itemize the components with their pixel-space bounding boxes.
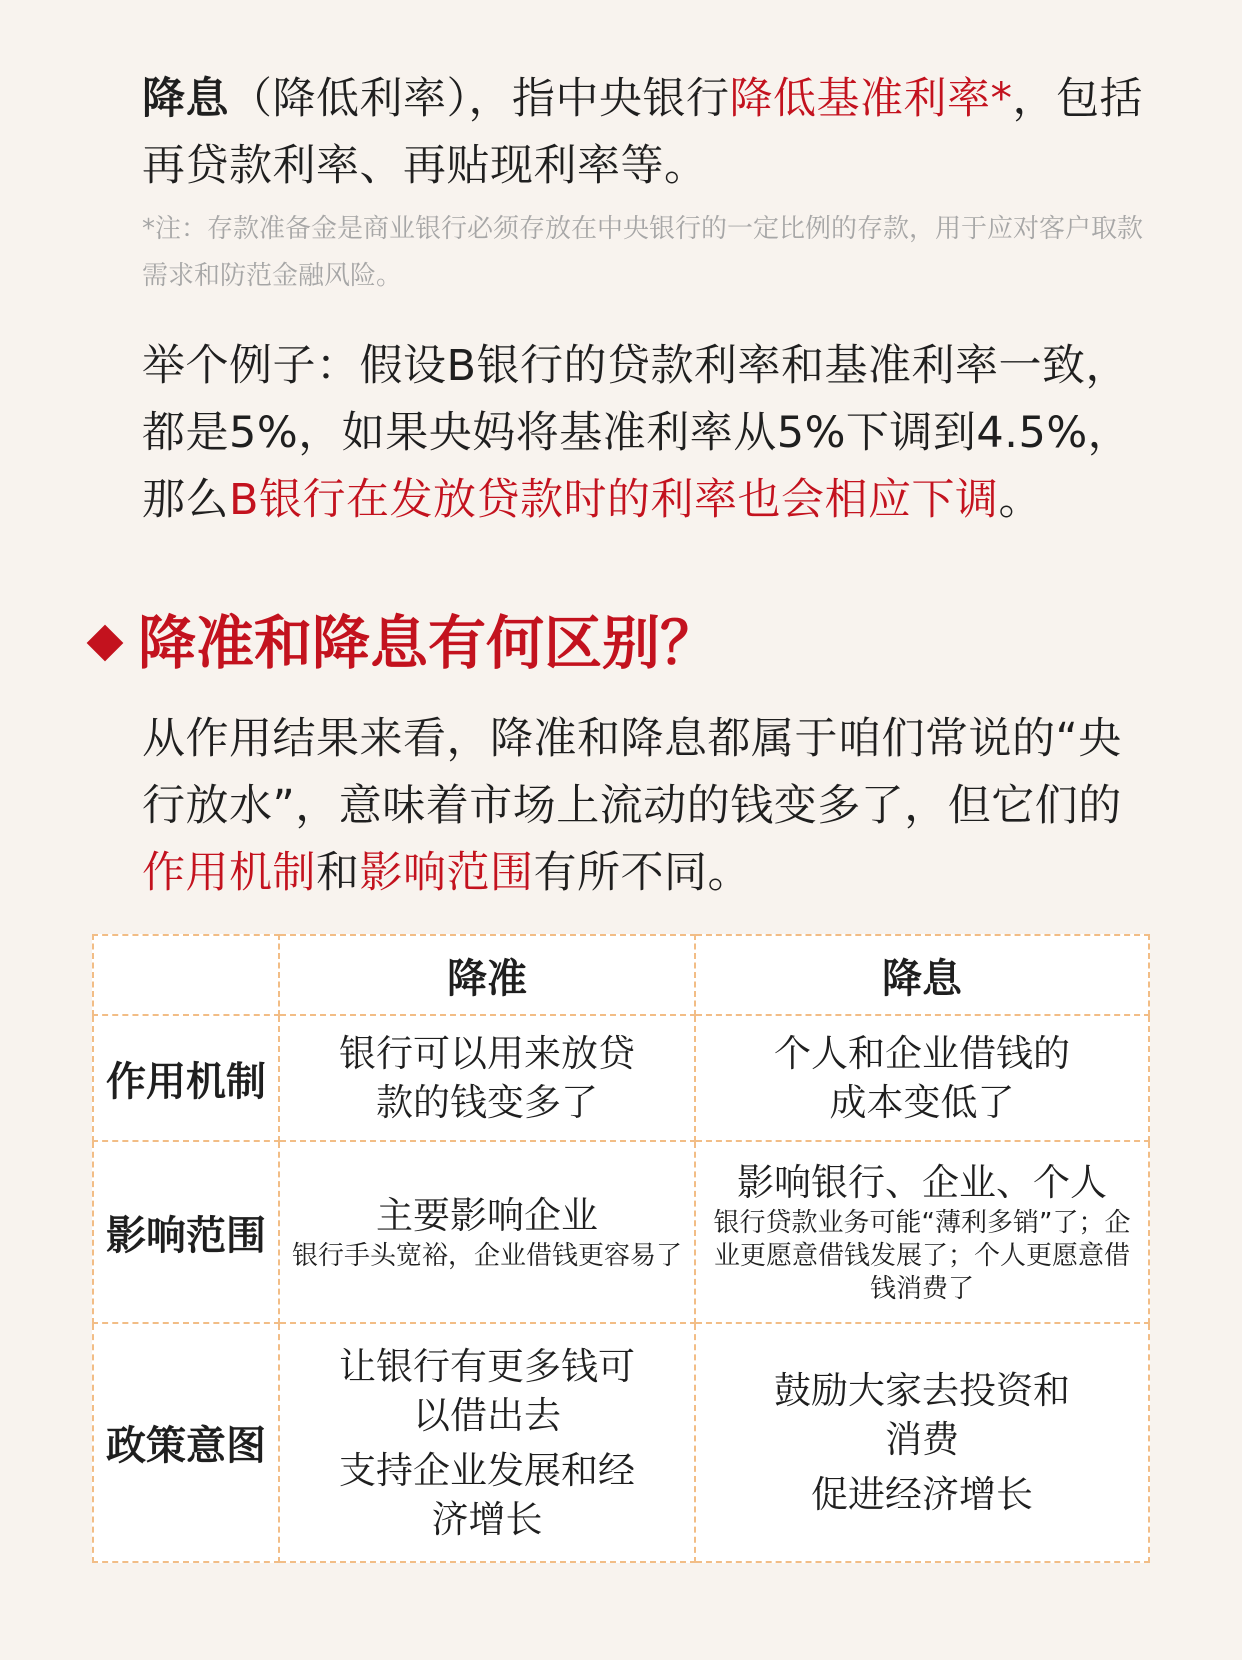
cell-line: 款的钱变多了 xyxy=(376,1081,598,1124)
summary-highlight-scope: 影响范围 xyxy=(359,848,534,898)
row-label-intent: 政策意图 xyxy=(93,1323,279,1562)
footnote: *注：存款准备金是商业银行必须存放在中央银行的一定比例的存款，用于应对客户取款需求和防范金融风险。 xyxy=(142,214,1144,291)
intro-paren: （降低利率） xyxy=(229,74,469,124)
table-row xyxy=(93,1323,1149,1562)
summary-highlight-mechanism: 作用机制 xyxy=(142,848,316,898)
diamond-bullet-icon xyxy=(87,625,124,662)
table-header-rrr-cut: 降准 xyxy=(279,935,695,1015)
cell-line: 银行可以用来放贷 xyxy=(339,1032,635,1075)
section-heading xyxy=(92,603,718,683)
summary-and: 和 xyxy=(316,848,360,898)
example-highlight: B银行在发放贷款时的利率也会相应下调 xyxy=(229,475,999,525)
example-end: 。 xyxy=(998,475,1042,525)
summary-end: 有所不同。 xyxy=(533,848,751,898)
cell-line: 鼓励大家去投资和 xyxy=(774,1369,1070,1412)
summary-text: 从作用结果来看，降准和降息都属于咱们常说的“央行放水”，意味着市场上流动的钱变多了，但它们的 xyxy=(142,714,1122,831)
table-header-rate-cut: 降息 xyxy=(695,935,1149,1015)
row-label-mechanism: 作用机制 xyxy=(93,1015,279,1141)
cell-mechanism-rrr xyxy=(279,1015,695,1141)
intro-paragraph xyxy=(142,66,1152,200)
cell-line: 济增长 xyxy=(431,1497,543,1541)
cell-main-text: 主要影响企业 xyxy=(376,1194,598,1237)
cell-scope-rate xyxy=(695,1141,1149,1323)
example-paragraph xyxy=(142,333,1152,534)
cell-main-text: 影响银行、企业、个人 xyxy=(737,1161,1107,1204)
intro-tail: ，包括再贷款利率、再贴现利率等。 xyxy=(142,74,1143,191)
term-rate-cut: 降息 xyxy=(142,74,229,124)
summary-paragraph xyxy=(142,706,1152,907)
row-label-scope: 影响范围 xyxy=(93,1141,279,1323)
cell-scope-rrr xyxy=(279,1141,695,1323)
cell-line: 让银行有更多钱可 xyxy=(339,1344,635,1388)
cell-line: 以借出去 xyxy=(413,1393,561,1437)
cell-line: 促进经济增长 xyxy=(811,1473,1033,1516)
cell-line: 支持企业发展和经 xyxy=(339,1448,635,1492)
cell-sub-text: 银行手头宽裕，企业借钱更容易了 xyxy=(291,1241,682,1271)
table-header-empty xyxy=(93,935,279,1015)
intro-mid: ，指中央银行 xyxy=(468,74,730,124)
cell-intent-rrr xyxy=(279,1323,695,1562)
cell-sub-text: 银行贷款业务可能“薄利多销”了；企业更愿意借钱发展了；个人更愿意借钱消费了 xyxy=(713,1208,1131,1304)
cell-line: 成本变低了 xyxy=(829,1081,1015,1124)
table-header-row xyxy=(93,935,1149,1015)
section-title: 降准和降息有何区别？ xyxy=(138,609,719,677)
example-text: 举个例子：假设B银行的贷款利率和基准利率一致，都是5%，如果央妈将基准利率从5%下调到4.5%，那么 xyxy=(142,341,1132,525)
table-row xyxy=(93,1141,1149,1323)
cell-line: 消费 xyxy=(885,1418,959,1461)
cell-line: 个人和企业借钱的 xyxy=(774,1032,1070,1075)
cell-mechanism-rate xyxy=(695,1015,1149,1141)
table-row xyxy=(93,1015,1149,1141)
intro-highlight: 降低基准利率* xyxy=(729,74,1013,124)
comparison-table xyxy=(92,934,1150,1563)
cell-intent-rate xyxy=(695,1323,1149,1562)
